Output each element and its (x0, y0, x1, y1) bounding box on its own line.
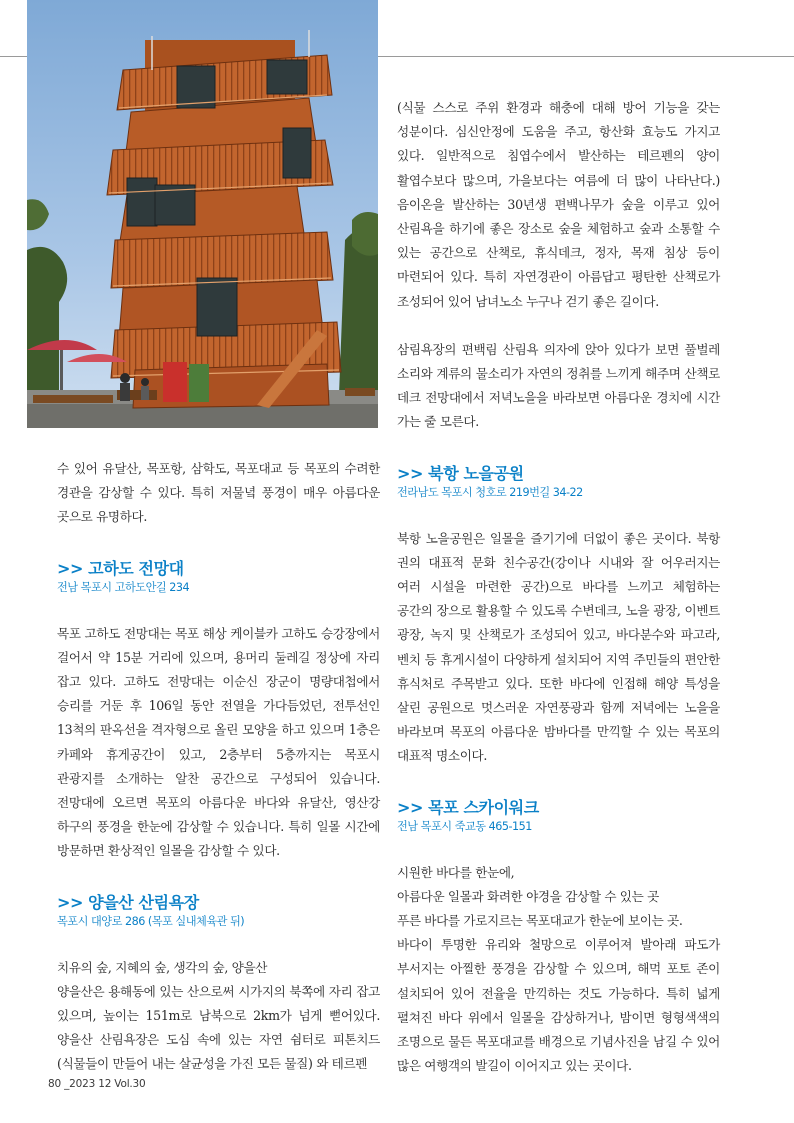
page-footer: 80 _2023 12 Vol.30 (48, 1078, 146, 1090)
gohado-body: 목포 고하도 전망대는 목포 해상 케이블카 고하도 승강장에서 걸어서 약 15분 거리에 있으며, 용머리 둘레길 정상에 자리 잡고 있다. 고하도 전망대는 이순신 장군이 명량대첩에서 승리를 거둔 후 106일 동안 전열을 가다듬었던, 전투선인 13척의 판옥선을 격자형으로 올린 모양을 하고 있으며 1층은 카페와 휴게공간이 있고, 2층부터 5층까지는 목포시 관광지를 소개하는 알찬 공간으로 구성되어 있습니다. 전망대에 오르면 목포의 아름다운 바다와 유달산, 영산강 하구의 풍경을 한눈에 감상할 수 있습니다. 특히 일몰 시간에 방문하면 환상적인 일몰을 감상할 수 있다. (57, 625, 380, 859)
yangeulsan-tagline: 치유의 숲, 지혜의 숲, 생각의 숲, 양을산 (57, 959, 268, 975)
skywalk-line-1: 시원한 바다를 한눈에, (397, 864, 515, 880)
intro-paragraph: 수 있어 유달산, 목포항, 삼학도, 목포대교 등 목포의 수려한 경관을 감상할 수 있다. 특히 저물녘 풍경이 매우 아름다운 곳으로 유명하다. (57, 461, 380, 525)
yangeulsan-continuation-2: 삼림욕장의 편백림 산림욕 의자에 앉아 있다가 보면 풀벌레 소리와 계류의 물소리가 자연의 정취를 느끼게 해주며 산책로 데크 전망대에서 저녁노을을 바라보면 아름다운 경치에 시간 가는 줄 모른다. (397, 341, 720, 430)
skywalk-address: 전남 목포시 죽교동 465-151 (397, 819, 532, 833)
skywalk-line-3: 푸른 바다를 가로지르는 목포대교가 한눈에 보이는 곳. (397, 913, 683, 929)
left-column (57, 457, 380, 1077)
bukhang-heading: >> 북항 노을공원 (397, 463, 524, 483)
yangeulsan-address: 목포시 대양로 286 (목포 실내체육관 뒤) (57, 914, 245, 928)
skywalk-body: 바다이 투명한 유리와 철망으로 이루어져 발아래 파도가 부서지는 아찔한 풍경을 감상할 수 있으며, 해먹 포토 존이 설치되어 있어 전율을 만끽하는 것도 가능하다. 특히 넓게 펼쳐진 바다 위에서 일몰을 감상하거나, 밤이면 형형색색의 조명으로 물든 목포대교를 배경으로 기념사진을 남길 수 있어 많은 여행객의 발길이 이어지고 있는 곳이다. (397, 937, 720, 1074)
observation-tower-photo (27, 0, 378, 428)
yangeulsan-heading: >> 양을산 산림욕장 (57, 892, 199, 912)
gohado-address: 전남 목포시 고하도안길 234 (57, 580, 190, 594)
skywalk-line-2: 아름다운 일몰과 화려한 야경을 감상할 수 있는 곳 (397, 888, 659, 904)
gohado-heading: >> 고하도 전망대 (57, 558, 184, 578)
skywalk-heading: >> 목포 스카이워크 (397, 797, 539, 817)
yangeulsan-body: 양을산은 용해동에 있는 산으로써 시가지의 북쪽에 자리 잡고 있으며, 높이는 151m로 남북으로 2km가 넘게 뻗어있다. 양을산 산림욕장은 도심 속에 있는 자연 쉼터로 피톤치드(식물들이 만들어 내는 살균성을 가진 모든 물질) 와 테르펜 (57, 983, 380, 1072)
bukhang-body: 북항 노을공원은 일몰을 즐기기에 더없이 좋은 곳이다. 북항 권의 대표적 문화 친수공간(강이나 시내와 잘 어우러지는 여러 시설을 마련한 공간)으로 바다를 느끼고 체험하는 공간의 장으로 활용할 수 있도록 수변데크, 노을 광장, 이벤트 광장, 녹지 및 산책로가 조성되어 있고, 바다분수와 파고라, 벤치 등 휴게시설이 다양하게 설치되어 지역 주민들의 편안한 휴식처로 주목받고 있다. 또한 바다에 인접해 해양 특성을 살린 공원으로 멋스러운 자연풍광과 함께 저녁에는 노을을 바라보며 목포의 아름다운 밤바다를 만끽할 수 있는 목포의 대표적 명소이다. (397, 530, 720, 764)
bukhang-address: 전라남도 목포시 청호로 219번길 34-22 (397, 485, 583, 499)
yangeulsan-continuation: (식물 스스로 주위 환경과 해충에 대해 방어 기능을 갖는 성분이다. 심신안정에 도움을 주고, 항산화 효능도 가지고 있다. 일반적으로 침엽수에서 발산하는 테르펜의 양이 활엽수보다 많으며, 가을보다는 여름에 더 많이 나타난다.) 음이온을 발산하는 30년생 편백나무가 숲을 이루고 있어 산림욕을 하기에 좋은 장소로 숲을 체험하고 숲과 소통할 수 있는 공간으로 산책로, 휴식데크, 정자, 목재 침상 등이 마련되어 있다. 특히 자연경관이 아름답고 평탄한 산책로가 조성되어 있어 남녀노소 누구나 걷기 좋은 길이다. (397, 100, 720, 309)
right-column (397, 96, 720, 1079)
